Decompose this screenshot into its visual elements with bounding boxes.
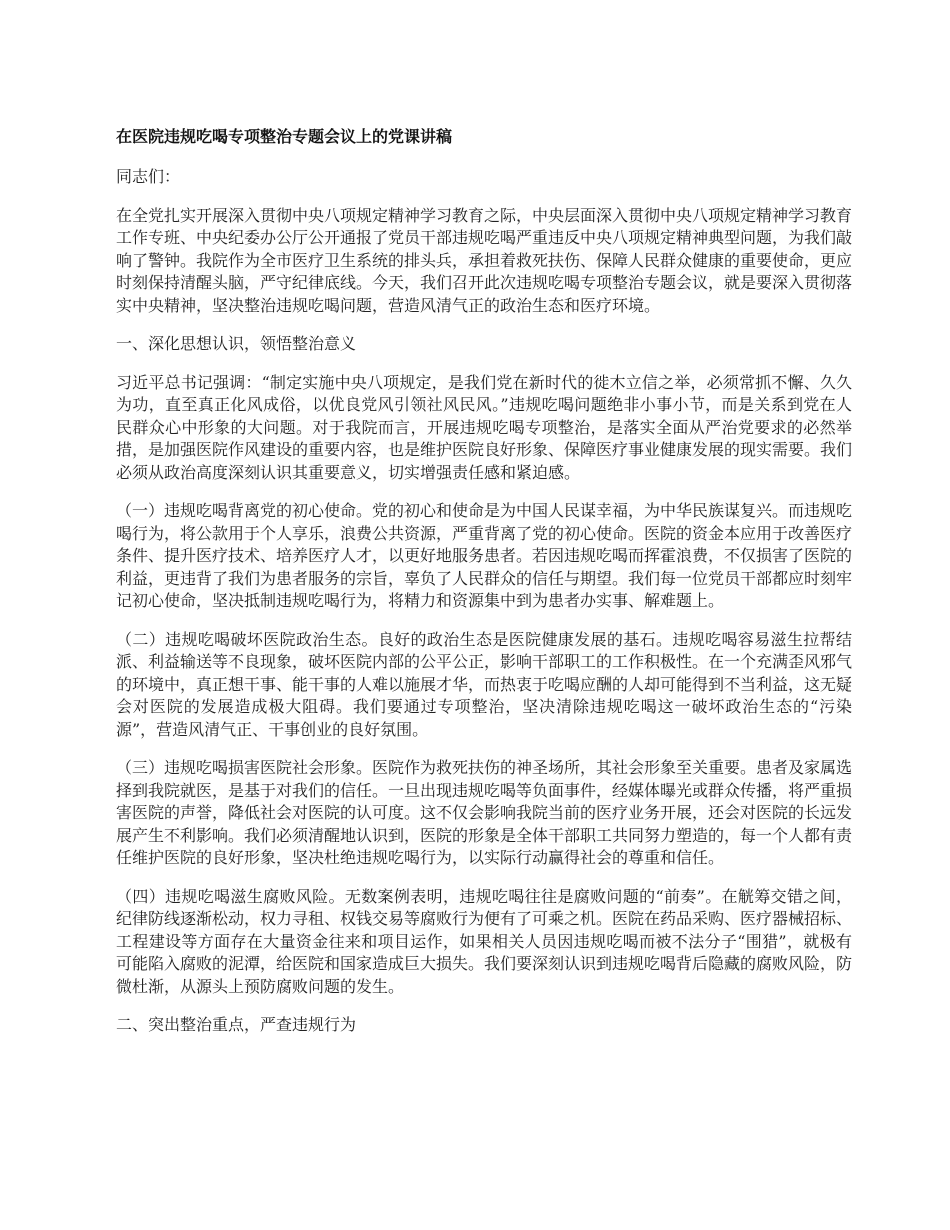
document-page xyxy=(116,126,852,1053)
intro-paragraph: 在全党扎实开展深入贯彻中央八项规定精神学习教育之际，中央层面深入贯彻中央八项规定精神学习教育工作专班、中央纪委办公厅公开通报了党员干部违规吃喝严重违反中央八项规定精神典型问题，为我们敲响了警钟。我院作为全市医疗卫生系统的排头兵，承担着救死扶伤、保障人民群众健康的重要使命，更应时刻保持清醒头脑，严守纪律底线。今天，我们召开此次违规吃喝专项整治专题会议，就是要深入贯彻落实中央精神，坚决整治违规吃喝问题，营造风清气正的政治生态和医疗环境。 xyxy=(116,205,853,315)
point-3-paragraph: （三）违规吃喝损害医院社会形象。医院作为救死扶伤的神圣场所，其社会形象至关重要。患者及家属选择到我院就医，是基于对我们的信任。一旦出现违规吃喝等负面事件，经媒体曝光或群众传播，将严重损害医院的声誉，降低社会对医院的认可度。这不仅会影响我院当前的医疗业务开展，还会对医院的长远发展产生不利影响。我们必须清醒地认识到，医院的形象是全体干部职工共同努力塑造的，每一个人都有责任维护医院的良好形象，坚决杜绝违规吃喝行为，以实际行动赢得社会的尊重和信任。 xyxy=(116,758,853,867)
point-2-paragraph: （二）违规吃喝破坏医院政治生态。良好的政治生态是医院健康发展的基石。违规吃喝容易滋生拉帮结派、利益输送等不良现象，破坏医院内部的公平公正，影响干部职工的工作积极性。在一个充满歪风邪气的环境中，真正想干事、能干事的人难以施展才华，而热衷于吃喝应酬的人却可能得到不当利益，这无疑会对医院的发展造成极大阻碍。我们要通过专项整治，坚决清除违规吃喝这一破坏政治生态的“污染源”，营造风清气正、干事创业的良好氛围。 xyxy=(116,629,853,739)
point-4-paragraph: （四）违规吃喝滋生腐败风险。无数案例表明，违规吃喝往往是腐败问题的“前奏”。在觥筹交错之间，纪律防线逐渐松动，权力寻租、权钱交易等腐败行为便有了可乘之机。医院在药品采购、医疗器械招标、工程建设等方面存在大量资金往来和项目运作，如果相关人员因违规吃喝而被不法分子“围猎”，就极有可能陷入腐败的泥潭，给医院和国家造成巨大损失。我们要深刻认识到违规吃喝背后隐藏的腐败风险，防微杜渐，从源头上预防腐败问题的发生。 xyxy=(116,886,853,996)
section-1-heading: 一、深化思想认识，领悟整治意义 xyxy=(116,334,357,353)
section-2-heading: 二、突出整治重点，严查违规行为 xyxy=(116,1015,357,1034)
salutation: 同志们： xyxy=(116,167,181,186)
point-1-paragraph: （一）违规吃喝背离党的初心使命。党的初心和使命是为中国人民谋幸福，为中华民族谋复兴。而违规吃喝行为，将公款用于个人享乐，浪费公共资源，严重背离了党的初心使命。医院的资金本应用于改善医疗条件、提升医疗技术、培养医疗人才，以更好地服务患者。若因违规吃喝而挥霍浪费，不仅损害了医院的利益，更违背了我们为患者服务的宗旨，辜负了人民群众的信任与期望。我们每一位党员干部都应时刻牢记初心使命，坚决抵制违规吃喝行为，将精力和资源集中到为患者办实事、解难题上。 xyxy=(116,501,853,610)
document-title: 在医院违规吃喝专项整治专题会议上的党课讲稿 xyxy=(116,127,453,146)
section-1-paragraph: 习近平总书记强调：“制定实施中央八项规定，是我们党在新时代的徙木立信之举，必须常抓不懈、久久为功，直至真正化风成俗，以优良党风引领社风民风。”违规吃喝问题绝非小事小节，而是关系到党在人民群众心中形象的大问题。对于我院而言，开展违规吃喝专项整治，是落实全面从严治党要求的必然举措，是加强医院作风建设的重要内容，也是维护医院良好形象、保障医疗事业健康发展的现实需要。我们必须从政治高度深刻认识其重要意义，切实增强责任感和紧迫感。 xyxy=(116,372,853,482)
